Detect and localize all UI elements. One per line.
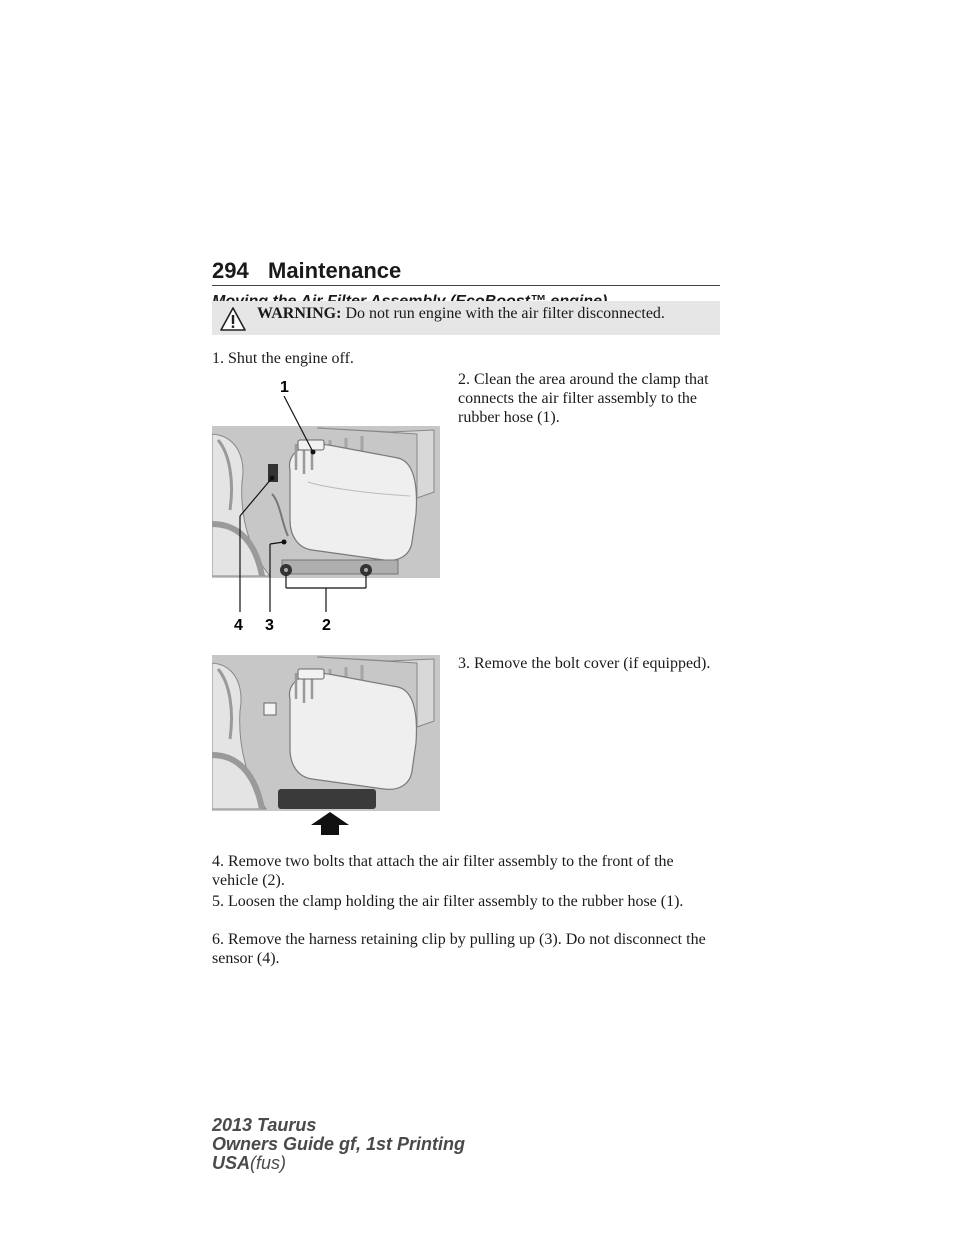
callout-1: 1	[280, 379, 289, 396]
step-1: 1. Shut the engine off.	[212, 350, 354, 367]
up-arrow-icon	[311, 812, 349, 835]
callout-3: 3	[265, 617, 274, 634]
section-title: Maintenance	[268, 258, 402, 283]
warning-triangle-icon	[220, 307, 246, 331]
step-2: 2. Clean the area around the clamp that connects the air filter assembly to the rubber hose (1).	[458, 371, 709, 426]
footer-edition: Owners Guide gf, 1st Printing	[212, 1134, 466, 1154]
step-4: 4. Remove two bolts that attach the air filter assembly to the front of the vehicle (2).	[212, 853, 674, 889]
callout-2: 2	[322, 617, 331, 634]
footer-region-suffix: (fus)	[250, 1153, 287, 1173]
engine-bay-figure-callouts	[212, 374, 442, 636]
step-6: 6. Remove the harness retaining clip by pulling up (3). Do not disconnect the sensor (4).	[212, 931, 706, 967]
step-3: 3. Remove the bolt cover (if equipped).	[458, 655, 711, 672]
footer-model: 2013 Taurus	[212, 1115, 317, 1135]
warning-label: WARNING:	[257, 305, 342, 322]
footer-region-main: USA	[212, 1153, 251, 1173]
footer	[212, 1116, 465, 1173]
warning-message: Do not run engine with the air filter disconnected.	[345, 305, 665, 322]
footer-region	[212, 1154, 465, 1173]
warning-text	[257, 305, 665, 323]
header-divider	[212, 285, 720, 286]
page-number: 294	[212, 258, 249, 283]
step-5: 5. Loosen the clamp holding the air filter assembly to the rubber hose (1).	[212, 893, 684, 910]
callout-4: 4	[234, 617, 243, 634]
bolt-cover-figure	[212, 655, 442, 837]
